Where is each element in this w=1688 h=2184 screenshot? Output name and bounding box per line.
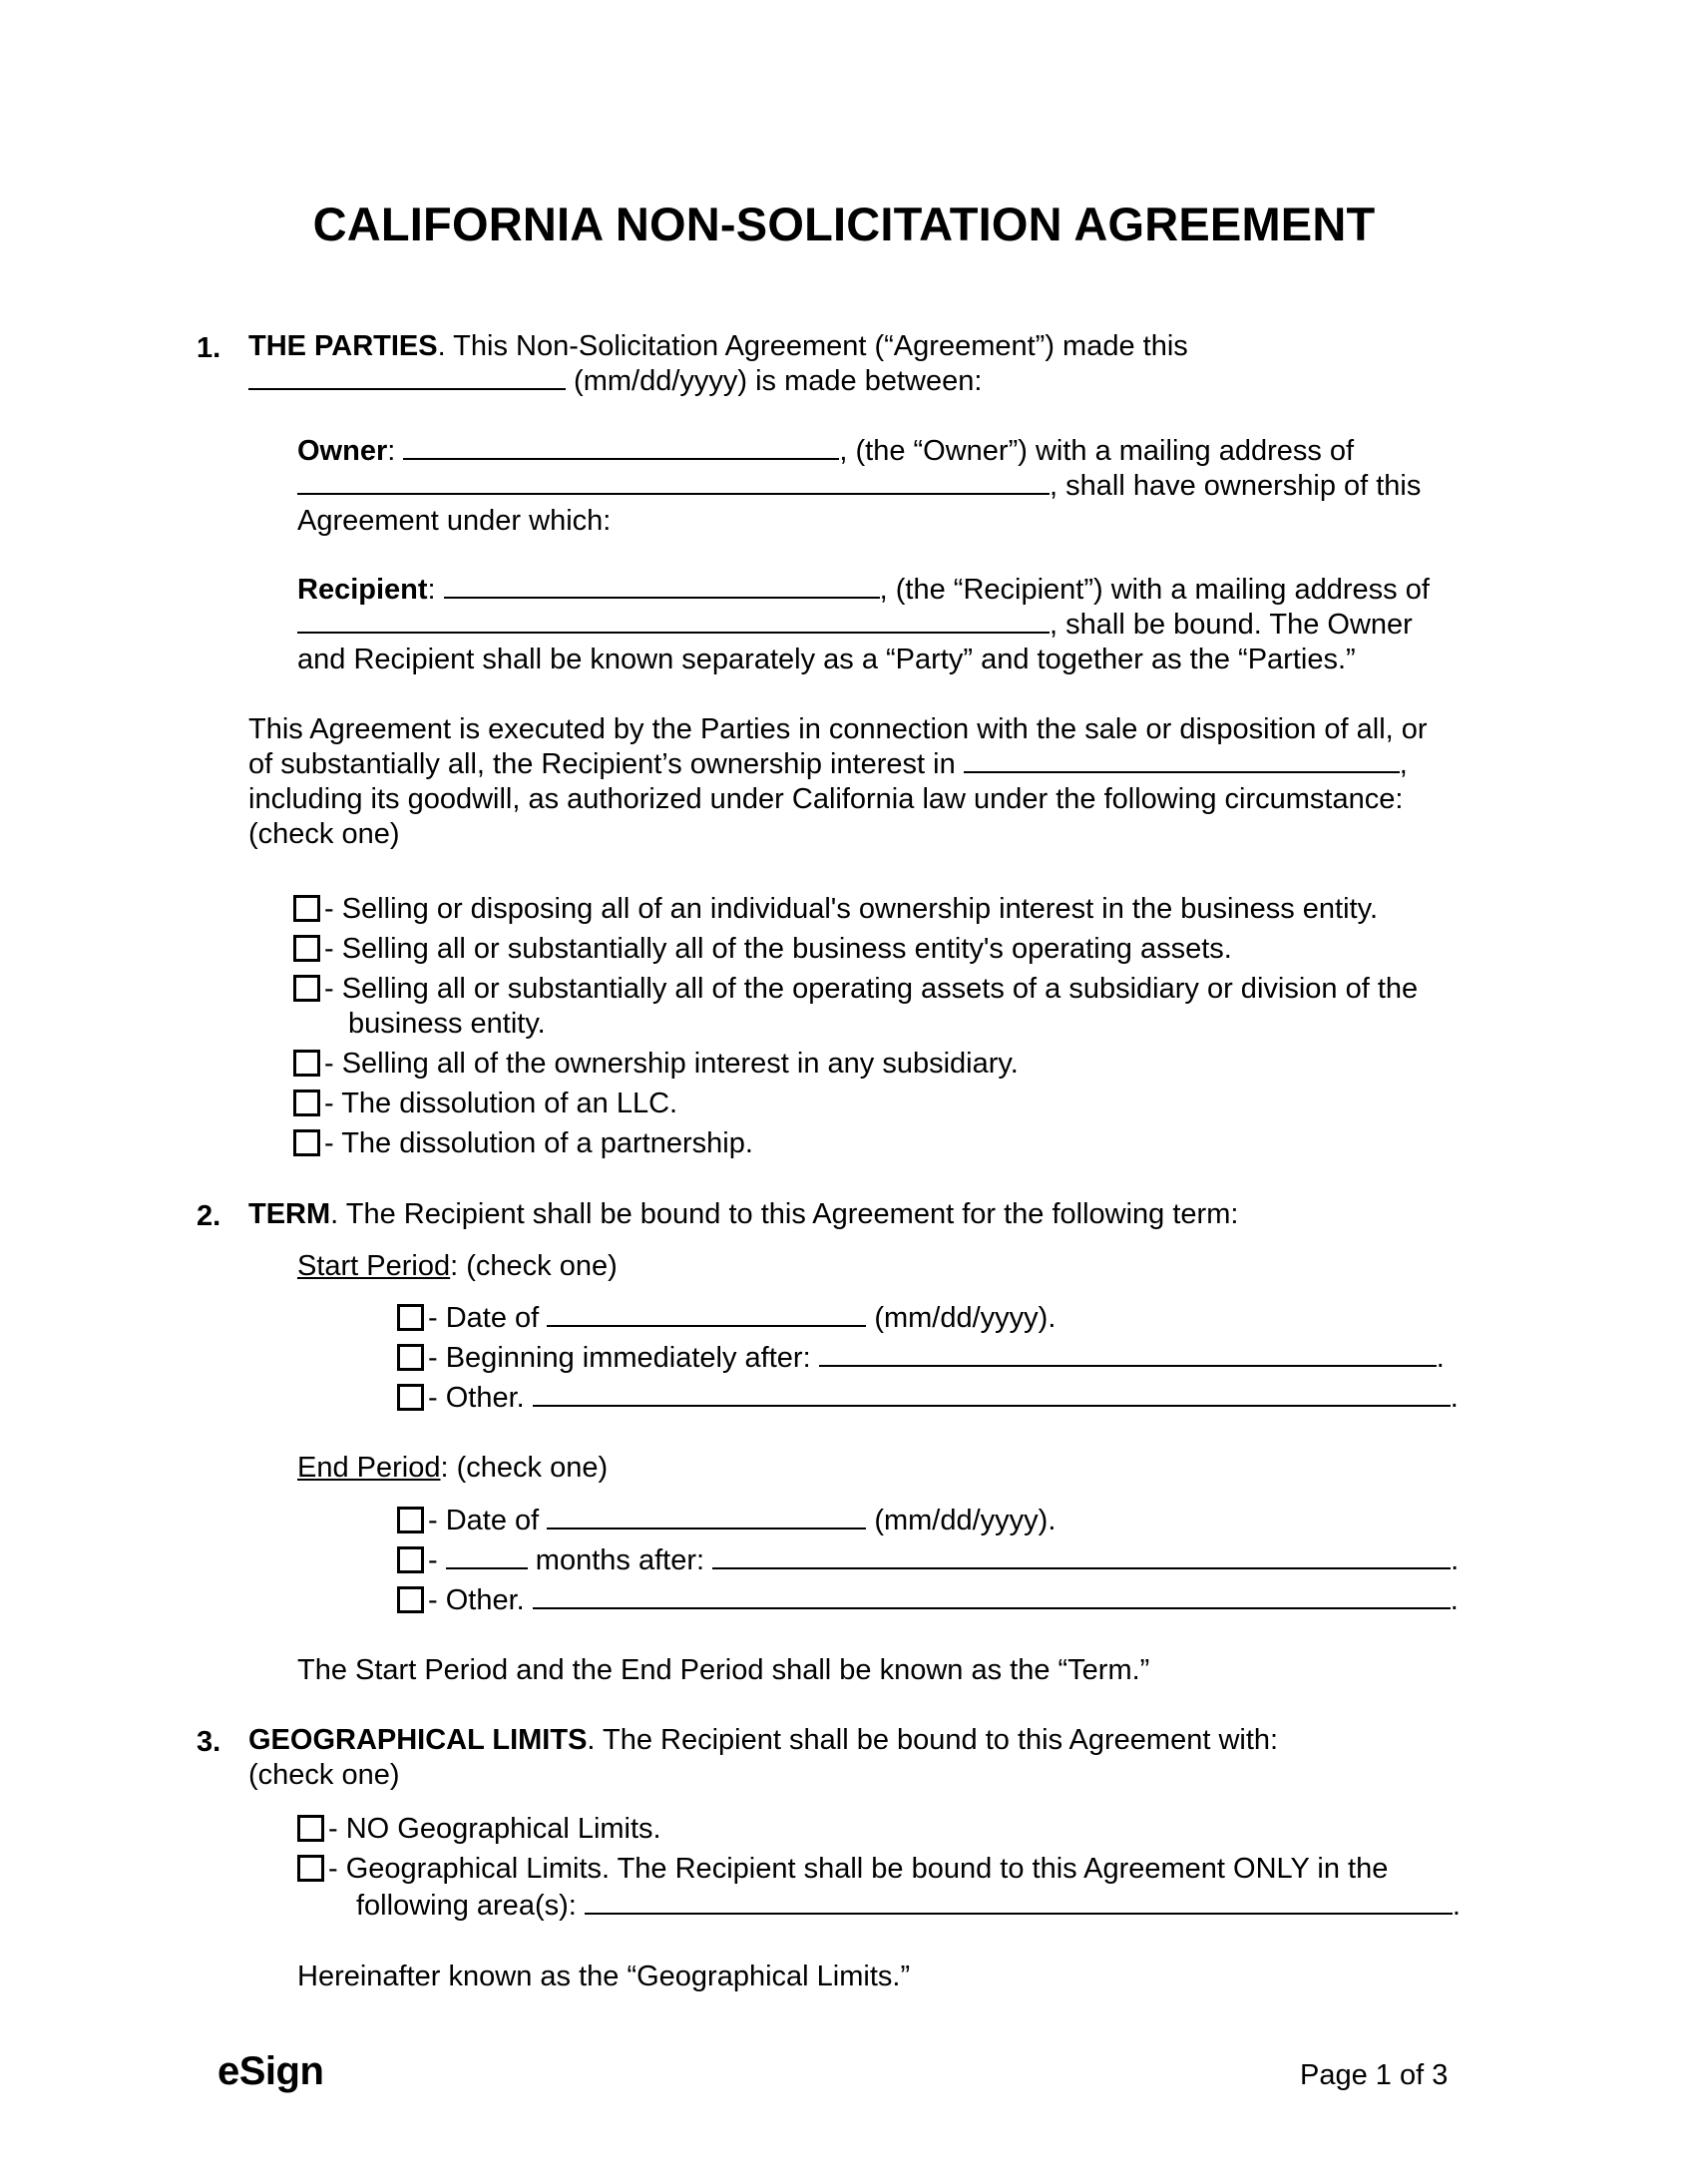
end-option-months: - months after: . [397,1542,1459,1578]
end-date-checkbox[interactable] [397,1507,424,1533]
end-other-checkbox[interactable] [397,1586,424,1613]
owner-line-2: , shall have ownership of this [297,468,1421,504]
recipient-line-2: , shall be bound. The Owner [297,607,1413,643]
ownership-interest-field[interactable] [964,747,1400,773]
start-after-checkbox[interactable] [397,1344,424,1371]
start-period-label: Start Period [297,1250,451,1282]
start-period-heading: Start Period: (check one) [297,1250,618,1282]
geo-none-checkbox[interactable] [297,1815,324,1842]
section-2-heading: TERM [248,1198,331,1230]
circumstance-option-1: - Selling or disposing all of an individual's ownership interest in the business entity. [293,891,1378,927]
owner-label: Owner [297,435,388,467]
end-option-other: - Other. . [397,1582,1459,1618]
section-1-number: 1. [197,332,221,364]
circumstance-option-5: - The dissolution of an LLC. [293,1086,677,1121]
section-3-line-1: GEOGRAPHICAL LIMITS. The Recipient shall be bound to this Agreement with: [248,1724,1279,1756]
circumstance-checkbox-1[interactable] [293,895,320,922]
section-2-number: 2. [197,1200,221,1232]
page-number: Page 1 of 3 [1300,2059,1449,2091]
end-other-field[interactable] [533,1583,1451,1609]
start-date-checkbox[interactable] [397,1304,424,1331]
agreement-date-field[interactable] [248,364,566,390]
recipient-address-field[interactable] [297,608,1050,634]
circumstance-checkbox-2[interactable] [293,935,320,962]
end-date-field[interactable] [547,1504,866,1529]
section-1-heading: THE PARTIES [248,330,438,362]
start-option-date: - Date of (mm/dd/yyyy). [397,1300,1055,1336]
owner-address-field[interactable] [297,469,1050,495]
owner-name-field[interactable] [403,434,839,460]
end-months-count-field[interactable] [446,1543,528,1569]
end-period-label: End Period [297,1452,441,1484]
recipient-label: Recipient [297,574,428,606]
document-title: CALIFORNIA NON-SOLICITATION AGREEMENT [312,198,1376,250]
section-3-line-2: (check one) [248,1759,400,1791]
geo-area-field[interactable] [585,1889,1453,1915]
geo-option-limits-cont: following area(s): . [356,1890,1461,1922]
end-period-heading: End Period: (check one) [297,1452,609,1484]
recipient-line-3: and Recipient shall be known separately as a “Party” and together as the “Parties.” [297,644,1356,675]
execution-paragraph-line-4: (check one) [248,818,400,850]
end-option-date: - Date of (mm/dd/yyyy). [397,1503,1055,1538]
geo-option-limits: - Geographical Limits. The Recipient shall be bound to this Agreement ONLY in the [297,1851,1388,1887]
geo-summary: Hereinafter known as the “Geographical Limits.” [297,1961,911,1992]
start-after-field[interactable] [819,1341,1437,1367]
start-other-field[interactable] [533,1381,1451,1407]
execution-paragraph-line-2: of substantially all, the Recipient’s ownership interest in , [248,748,1408,780]
section-1-line-2: (mm/dd/yyyy) is made between: [248,363,982,399]
start-other-checkbox[interactable] [397,1384,424,1411]
section-1-line-1: THE PARTIES. This Non-Solicitation Agreement (“Agreement”) made this [248,330,1188,362]
section-3-heading: GEOGRAPHICAL LIMITS [248,1724,588,1756]
owner-line-1: Owner: , (the “Owner”) with a mailing address of [297,435,1355,467]
term-summary: The Start Period and the End Period shall be known as the “Term.” [297,1654,1150,1686]
end-months-after-field[interactable] [712,1543,1451,1569]
owner-line-3: Agreement under which: [297,505,612,537]
recipient-line-1: Recipient: , (the “Recipient”) with a mailing address of [297,574,1430,606]
recipient-name-field[interactable] [444,573,880,599]
circumstance-checkbox-6[interactable] [293,1129,320,1156]
end-months-checkbox[interactable] [397,1546,424,1573]
start-date-field[interactable] [547,1301,866,1327]
execution-paragraph-line-3: including its goodwill, as authorized under California law under the following circumstance: [248,783,1404,815]
circumstance-checkbox-4[interactable] [293,1050,320,1077]
geo-option-none: - NO Geographical Limits. [297,1811,661,1847]
circumstance-checkbox-5[interactable] [293,1090,320,1116]
execution-paragraph-line-1: This Agreement is executed by the Parties in connection with the sale or disposition of all, or [248,713,1428,745]
esign-logo: eSign [217,2049,324,2093]
start-option-after: - Beginning immediately after: . [397,1340,1445,1376]
circumstance-option-3: - Selling all or substantially all of the operating assets of a subsidiary or division of the [293,971,1418,1007]
circumstance-option-3-cont: business entity. [348,1008,546,1040]
circumstance-checkbox-3[interactable] [293,975,320,1002]
section-2-line-1: TERM. The Recipient shall be bound to this Agreement for the following term: [248,1198,1239,1230]
start-option-other: - Other. . [397,1380,1459,1416]
circumstance-option-2: - Selling all or substantially all of the business entity's operating assets. [293,931,1232,967]
section-3-number: 3. [197,1726,221,1758]
geo-limits-checkbox[interactable] [297,1855,324,1882]
circumstance-option-6: - The dissolution of a partnership. [293,1125,753,1161]
circumstance-option-4: - Selling all of the ownership interest in any subsidiary. [293,1046,1019,1082]
